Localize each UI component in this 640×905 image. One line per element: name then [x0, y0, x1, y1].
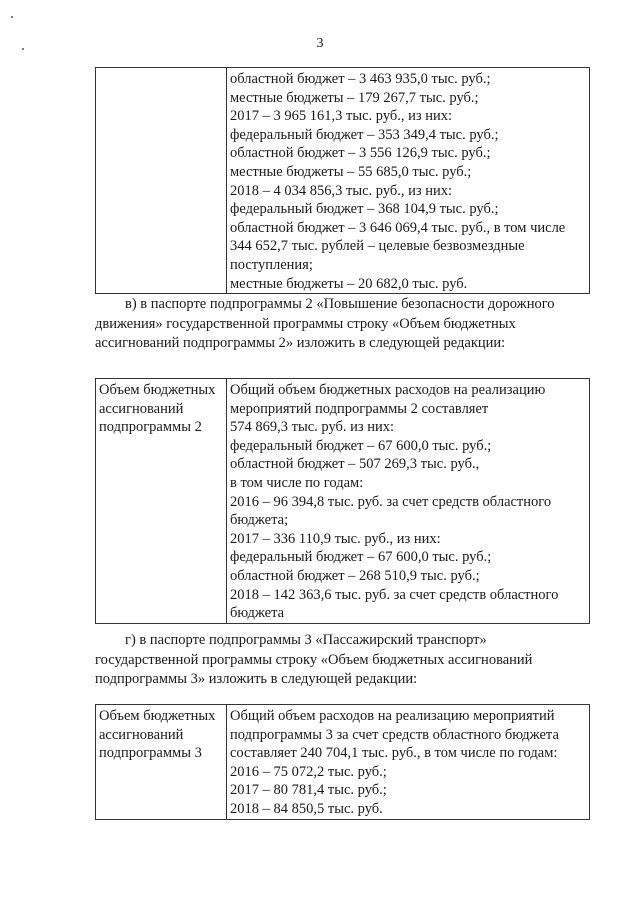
- text-line: 574 869,3 тыс. руб. из них:: [230, 419, 395, 436]
- text-line: подпрограммы 2: [99, 419, 202, 436]
- budget-table-2: [95, 378, 590, 624]
- page-number: 3: [316, 36, 324, 51]
- scan-speck: [11, 16, 13, 18]
- text-line: 2018 – 4 034 856,3 тыс. руб., из них:: [230, 182, 453, 199]
- table-1-value-cell: [227, 68, 590, 294]
- text-line: областной бюджет – 3 646 069,4 тыс. руб., в том числе: [230, 219, 566, 236]
- text-line: 2017 – 3 965 161,3 тыс. руб., из них:: [230, 108, 453, 125]
- text-line: 2018 – 142 363,6 тыс. руб. за счет средств областного: [230, 586, 559, 603]
- text-line: Объем бюджетных: [99, 708, 216, 724]
- table-2-value-cell: [227, 379, 590, 624]
- text-line: 2016 – 96 394,8 тыс. руб. за счет средств областного: [230, 493, 552, 510]
- text-line: Общий объем бюджетных расходов на реализацию: [230, 382, 546, 398]
- table-3-value-cell: [227, 705, 590, 820]
- text-line: ассигнований подпрограммы 2» изложить в следующей редакции:: [95, 335, 506, 351]
- text-line: федеральный бюджет – 368 104,9 тыс. руб.;: [230, 201, 499, 218]
- text-line: Общий объем расходов на реализацию мероприятий: [230, 708, 555, 724]
- text-line: Объем бюджетных: [99, 382, 216, 398]
- text-line: бюджета: [230, 605, 285, 622]
- text-line: областной бюджет – 507 269,3 тыс. руб.,: [230, 456, 480, 473]
- text-line: федеральный бюджет – 67 600,0 тыс. руб.;: [230, 437, 492, 454]
- text-line: движения» государственной программы строку «Объем бюджетных: [95, 315, 516, 332]
- text-line: 2017 – 336 110,9 тыс. руб., из них:: [230, 530, 441, 547]
- table-1-label-cell: [96, 68, 227, 294]
- text-line: 2016 – 75 072,2 тыс. руб.;: [230, 763, 387, 780]
- text-line: 344 652,7 тыс. рублей – целевые безвозмездные: [230, 238, 525, 255]
- text-line: г) в паспорте подпрограммы 3 «Пассажирский транспорт»: [125, 632, 487, 648]
- text-line: областной бюджет – 268 510,9 тыс. руб.;: [230, 567, 480, 584]
- text-line: местные бюджеты – 55 685,0 тыс. руб.;: [230, 163, 472, 180]
- text-line: в том числе по годам:: [230, 474, 364, 491]
- budget-table-1: [95, 67, 590, 294]
- text-line: ассигнований: [99, 726, 184, 743]
- text-line: бюджета;: [230, 512, 289, 529]
- table-2-label-cell: [96, 379, 227, 624]
- text-line: в) в паспорте подпрограммы 2 «Повышение безопасности дорожного: [125, 296, 555, 312]
- text-line: местные бюджеты – 179 267,7 тыс. руб.;: [230, 89, 479, 106]
- text-line: подпрограммы 3: [99, 745, 202, 762]
- paragraph-g: [95, 631, 600, 690]
- text-line: 2017 – 80 781,4 тыс. руб.;: [230, 782, 387, 799]
- text-line: федеральный бюджет – 353 349,4 тыс. руб.;: [230, 126, 499, 143]
- table-3-label-cell: [96, 705, 227, 820]
- text-line: подпрограммы 3 за счет средств областного бюджета: [230, 726, 559, 743]
- text-line: мероприятий подпрограммы 2 составляет: [230, 400, 489, 417]
- text-line: областной бюджет – 3 463 935,0 тыс. руб.;: [230, 71, 491, 87]
- text-line: областной бюджет – 3 556 126,9 тыс. руб.;: [230, 145, 491, 162]
- text-line: поступления;: [230, 256, 313, 273]
- text-line: составляет 240 704,1 тыс. руб., в том числе по годам:: [230, 745, 558, 762]
- text-line: подпрограммы 3» изложить в следующей редакции:: [95, 671, 418, 687]
- text-line: федеральный бюджет – 67 600,0 тыс. руб.;: [230, 549, 492, 566]
- text-line: местные бюджеты – 20 682,0 тыс. руб.: [230, 275, 468, 292]
- text-line: 2018 – 84 850,5 тыс. руб.: [230, 800, 383, 817]
- budget-table-3: [95, 704, 590, 820]
- text-line: ассигнований: [99, 400, 184, 417]
- paragraph-v: [95, 295, 600, 354]
- text-line: государственной программы строку «Объем бюджетных ассигнований: [95, 651, 533, 668]
